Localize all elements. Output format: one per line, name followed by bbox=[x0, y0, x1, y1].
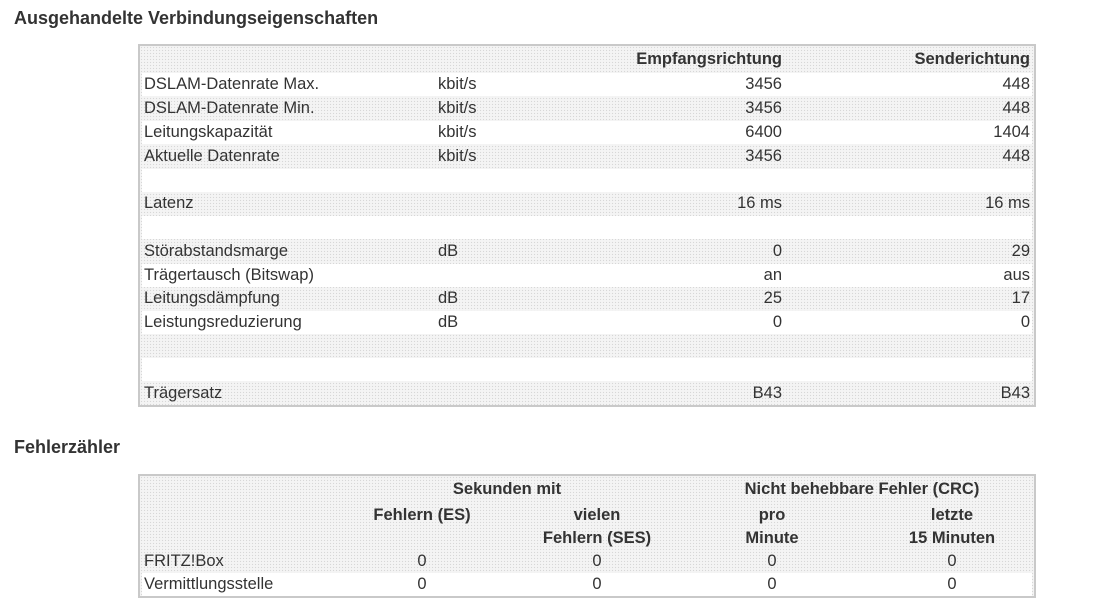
table-row bbox=[142, 240, 1032, 263]
row-es-value: 0 bbox=[417, 552, 427, 570]
table-row bbox=[142, 192, 1032, 215]
row-label: Vermittlungsstelle bbox=[144, 575, 274, 593]
row-upstream-value: 17 bbox=[1011, 289, 1030, 307]
row-label: Trägertausch (Bitswap) bbox=[144, 266, 314, 284]
row-last-15-minutes-value: 0 bbox=[947, 552, 957, 570]
row-label: Leitungsdämpfung bbox=[144, 289, 280, 307]
row-upstream-value: 448 bbox=[1002, 75, 1030, 93]
header-ses-line1: vielen bbox=[573, 506, 621, 524]
row-downstream-value: 6400 bbox=[745, 123, 782, 141]
table-row bbox=[142, 145, 1032, 168]
row-unit: kbit/s bbox=[438, 123, 477, 141]
row-label: DSLAM-Datenrate Min. bbox=[144, 99, 315, 117]
error-counter-table bbox=[138, 474, 1036, 598]
table-row bbox=[142, 550, 1032, 573]
row-downstream-value: B43 bbox=[752, 384, 782, 402]
row-pro-minute-value: 0 bbox=[767, 552, 777, 570]
header-last-line2: 15 Minuten bbox=[908, 529, 996, 547]
row-unit: kbit/s bbox=[438, 75, 477, 93]
row-label: FRITZ!Box bbox=[144, 552, 224, 570]
row-label: DSLAM-Datenrate Max. bbox=[144, 75, 320, 93]
header-ses-line2: Fehlern (SES) bbox=[542, 529, 652, 547]
row-label: Leistungsreduzierung bbox=[144, 313, 302, 331]
table-header-row bbox=[142, 48, 1032, 71]
header-upstream: Senderichtung bbox=[914, 50, 1030, 68]
table-row bbox=[142, 382, 1032, 405]
row-downstream-value: 3456 bbox=[745, 147, 782, 165]
row-unit: dB bbox=[438, 289, 459, 307]
table-row bbox=[142, 264, 1032, 287]
spacer-row bbox=[142, 358, 1032, 381]
row-last-15-minutes-value: 0 bbox=[947, 575, 957, 593]
row-ses-value: 0 bbox=[592, 575, 602, 593]
row-downstream-value: 0 bbox=[772, 313, 782, 331]
row-es-value: 0 bbox=[417, 575, 427, 593]
header-pro-line2: Minute bbox=[745, 529, 799, 547]
row-label: Störabstandsmarge bbox=[144, 242, 288, 260]
row-upstream-value: 0 bbox=[1020, 313, 1030, 331]
row-pro-minute-value: 0 bbox=[767, 575, 777, 593]
row-ses-value: 0 bbox=[592, 552, 602, 570]
table-row bbox=[142, 121, 1032, 144]
row-downstream-value: an bbox=[763, 266, 782, 284]
error-counter-section-title: Fehlerzähler bbox=[14, 437, 121, 457]
row-upstream-value: 448 bbox=[1002, 147, 1030, 165]
row-label: Aktuelle Datenrate bbox=[144, 147, 280, 165]
table-row bbox=[142, 573, 1032, 596]
row-downstream-value: 3456 bbox=[745, 99, 782, 117]
error-column-header-row bbox=[142, 504, 1032, 550]
spacer-row bbox=[142, 216, 1032, 239]
header-seconds-with: Sekunden mit bbox=[452, 480, 562, 498]
row-upstream-value: 16 ms bbox=[985, 194, 1030, 212]
header-downstream: Empfangsrichtung bbox=[636, 50, 782, 68]
table-row bbox=[142, 287, 1032, 310]
header-pro-line1: pro bbox=[758, 506, 786, 524]
row-label: Leitungskapazität bbox=[144, 123, 273, 141]
row-label: Trägersatz bbox=[144, 384, 223, 402]
table-row bbox=[142, 73, 1032, 96]
error-group-header-row bbox=[142, 478, 1032, 501]
connection-section-title: Ausgehandelte Verbindungseigenschaften bbox=[14, 8, 379, 28]
row-unit: dB bbox=[438, 242, 459, 260]
row-unit: kbit/s bbox=[438, 99, 477, 117]
row-upstream-value: 29 bbox=[1011, 242, 1030, 260]
row-downstream-value: 3456 bbox=[745, 75, 782, 93]
row-unit: dB bbox=[438, 313, 459, 331]
row-upstream-value: 1404 bbox=[993, 123, 1030, 141]
row-upstream-value: 448 bbox=[1002, 99, 1030, 117]
connection-properties-table bbox=[138, 44, 1036, 407]
row-downstream-value: 25 bbox=[763, 289, 782, 307]
row-downstream-value: 0 bbox=[772, 242, 782, 260]
row-upstream-value: B43 bbox=[1000, 384, 1030, 402]
row-downstream-value: 16 ms bbox=[737, 194, 782, 212]
header-last-line1: letzte bbox=[930, 506, 974, 524]
spacer-row bbox=[142, 169, 1032, 192]
spacer-row bbox=[142, 335, 1032, 358]
table-row bbox=[142, 97, 1032, 120]
header-es: Fehlern (ES) bbox=[373, 506, 471, 524]
row-unit: kbit/s bbox=[438, 147, 477, 165]
row-label: Latenz bbox=[144, 194, 194, 212]
table-row bbox=[142, 311, 1032, 334]
header-crc-errors: Nicht behebbare Fehler (CRC) bbox=[744, 480, 980, 498]
row-upstream-value: aus bbox=[1003, 266, 1030, 284]
